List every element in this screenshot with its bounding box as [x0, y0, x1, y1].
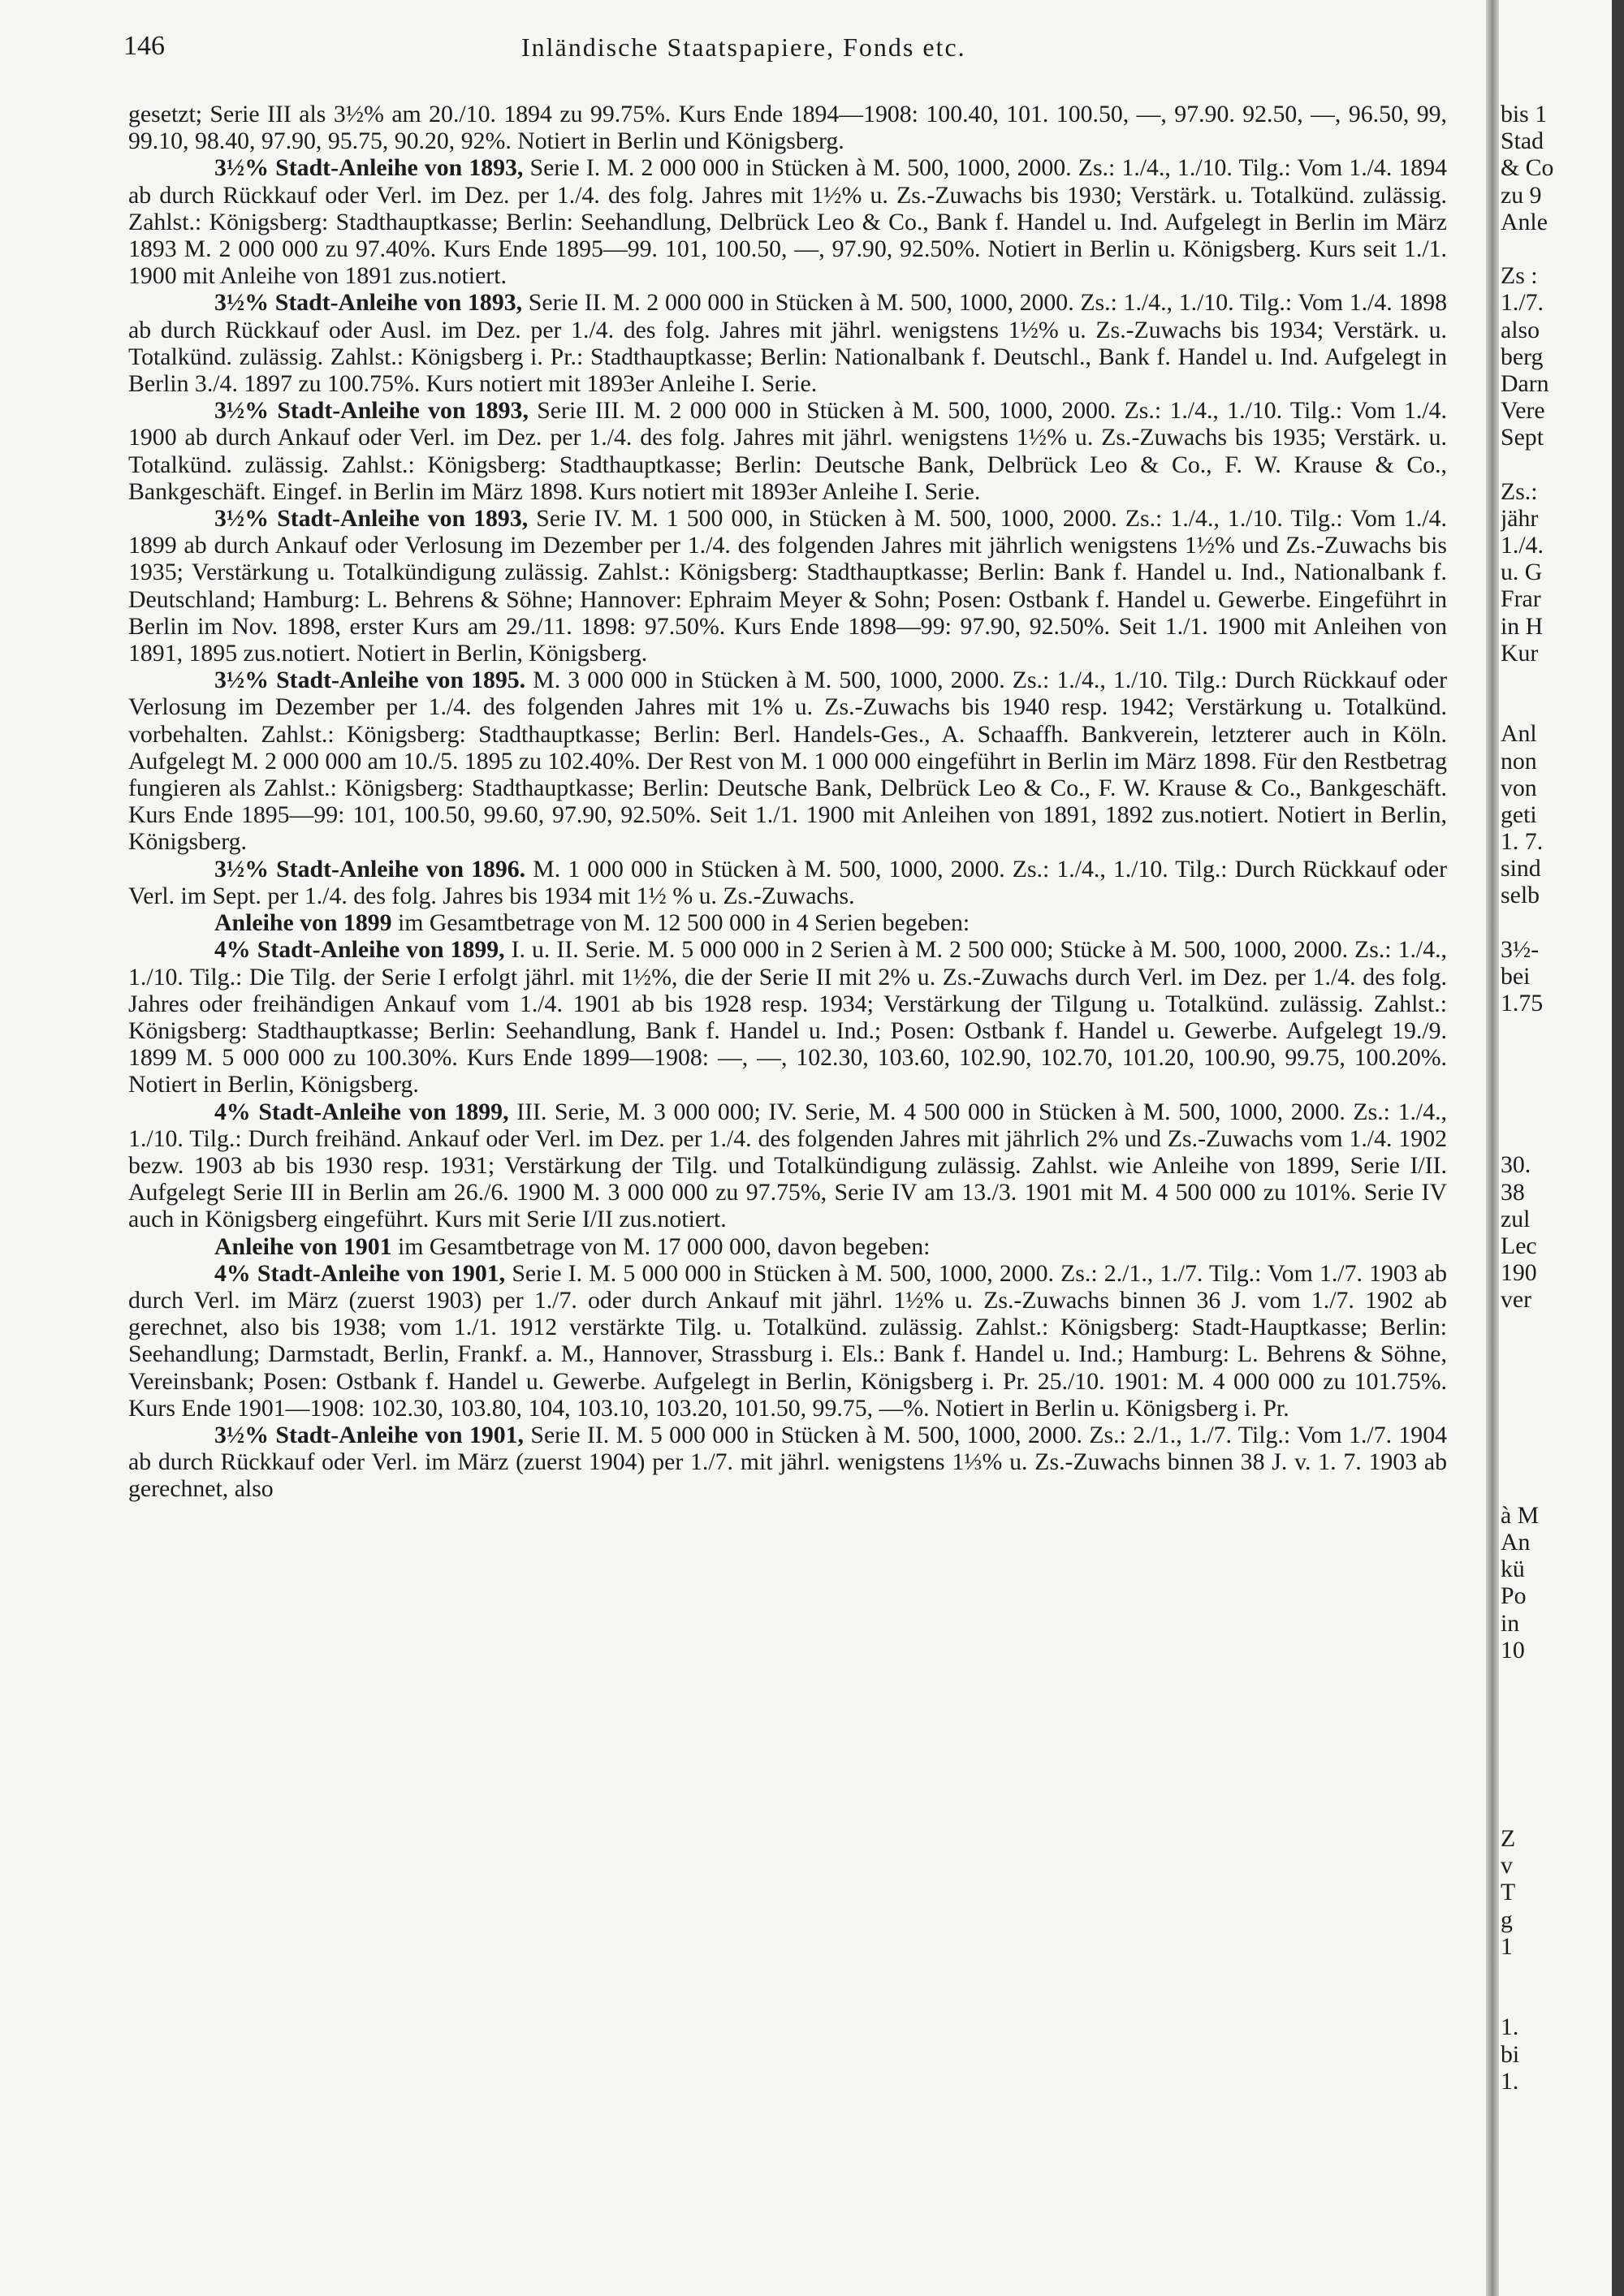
facing-page-fragment: selb	[1501, 882, 1540, 909]
page-gutter	[1486, 0, 1499, 2296]
facing-page-fragment: Kur	[1501, 639, 1539, 667]
main-text-column	[128, 101, 1447, 2277]
facing-page-fragment	[1501, 1124, 1612, 1151]
loan-entry-title: 3½% Stadt-Anleihe von 1893,	[214, 397, 529, 425]
facing-page-fragment	[1501, 235, 1612, 262]
loan-entry-body: Serie I. M. 5 000 000 in Stücken à M. 500, 1000, 2000. Zs.: 2./1., 1./7. Tilg.: Vom 1./7. 1903 ab durch Verl. im März (zuerst 1903) per 1./7. oder durch Ankauf mit jährl. 1½% u. Zs.-Zuwachs binnen 36 J. vom 1./7. 1902 ab gerechnet, also bis 1938; vom 1./1. 1912 verstärkte Tilg. u. Totalkünd. zulässig. Zahlst.: Königsberg: Stadt-Hauptkasse; Berlin: Seehandlung; Darmstadt, Berlin, Frankf. a. M., Hannover, Strassburg i. Els.: Bank f. Handel u. Ind.; Hamburg: L. Behrens & Söhne, Vereinsbank; Posen: Ostbank f. Handel u. Gewerbe. Aufgelegt in Berlin, Königsberg i. Pr. 25./10. 1901: M. 4 000 000 zu 101.75%. Kurs Ende 1901—1908: 102.30, 103.80, 104, 103.10, 103.20, 101.50, 99.75, —%. Notiert in Berlin u. Königsberg i. Pr.	[128, 1259, 1447, 1422]
facing-page-fragment: in H	[1501, 612, 1544, 640]
facing-page-fragment: also	[1501, 316, 1540, 343]
loan-entry-title: 3½% Stadt-Anleihe von 1893,	[214, 505, 529, 533]
loan-entry-body: Serie I. M. 2 000 000 in Stücken à M. 500, 1000, 2000. Zs.: 1./4., 1./10. Tilg.: Vom 1./4. 1894 ab durch Rückkauf oder Verl. im Dez. per 1./4. des folg. Jahres mit 1½% u. Zs.-Zuwachs bis 1930; Verstärk. u. Totalkünd. zulässig. Zahlst.: Königsberg: Stadthauptkasse; Berlin: Seehandlung, Delbrück Leo & Co., Bank f. Handel u. Ind. Aufgelegt in Berlin im März 1893 M. 2 000 000 zu 97.40%. Kurs Ende 1895—99. 101, 100.50, —, 97.90, 92.50%. Notiert in Berlin u. Königsberg. Kurs seit 1./1. 1900 mit Anleihe von 1891 zus.notiert.	[128, 154, 1447, 290]
running-title: Inländische Staatspapiere, Fonds etc.	[521, 32, 966, 62]
facing-page-fragment: 190	[1501, 1259, 1537, 1287]
facing-page-fragment: 1	[1501, 1932, 1513, 1960]
loan-entry-title: 3½% Stadt-Anleihe von 1893,	[214, 154, 524, 182]
facing-page-fragment: Anl	[1501, 720, 1537, 748]
loan-entry-body: gesetzt; Serie III als 3½% am 20./10. 1894 zu 99.75%. Kurs Ende 1894—1908: 100.40, 101. 100.50, —, 97.90. 92.50, —, 96.50, 99, 99.10, 98.40, 97.90, 95.75, 90.20, 92%. Notiert in Berlin und Königsberg.	[128, 101, 1447, 155]
facing-page-fragment	[1501, 1071, 1612, 1098]
loan-entry-body: im Gesamtbetrage von M. 12 500 000 in 4 Serien begeben:	[397, 909, 970, 937]
loan-entry-body: Serie IV. M. 1 500 000, in Stücken à M. 500, 1000, 2000. Zs.: 1./4., 1./10. Tilg.: Vom 1./4. 1899 ab durch Ankauf oder Verlosung im Dezember per 1./4. des folgenden Jahres mit jährlich wenigstens 1½% und Zs.-Zuwachs bis 1935; Verstärkung u. Totalkündigung zulässig. Zahlst.: Königsberg: Stadthauptkasse; Berlin: Bank f. Handel u. Ind., Nationalbank f. Deutschland; Hamburg: L. Behrens & Söhne; Hannover: Ephraim Meyer & Sohn; Posen: Ostbank f. Handel u. Gewerbe. Eingeführt in Berlin im Nov. 1898, erster Kurs am 29./11. 1898: 97.50%. Kurs Ende 1898—99: 97.90, 92.50%. Seit 1./1. 1900 mit Anleihen von 1891, 1895 zus.notiert. Notiert in Berlin, Königsberg.	[128, 505, 1447, 667]
loan-group-intro	[128, 1233, 1447, 1260]
facing-page-fragment: 1. 7.	[1501, 828, 1544, 856]
loan-entry-title: 3½% Stadt-Anleihe von 1901,	[214, 1421, 525, 1448]
facing-page-fragment: berg	[1501, 343, 1544, 370]
loan-entry-title: 3½% Stadt-Anleihe von 1895.	[214, 667, 526, 694]
loan-entry	[128, 1260, 1447, 1422]
facing-page-fragment: 3½-	[1501, 935, 1540, 963]
facing-page-fragment: T	[1501, 1879, 1516, 1906]
facing-page-fragment	[1501, 1475, 1612, 1502]
loan-entry-body: Serie III. M. 2 000 000 in Stücken à M. 500, 1000, 2000. Zs.: 1./4., 1./10. Tilg.: Vom 1./4. 1900 ab durch Ankauf oder Verl. im Dez. per 1./4. des folg. Jahres mit jährl. wenigstens 1½% u. Zs.-Zuwachs bis 1935; Verstärk. u. Totalkünd. zulässig. Zahlst.: Königsberg: Stadthauptkasse; Berlin: Deutsche Bank, Delbrück Leo & Co., F. W. Krause & Co., Bankgeschäft. Eingef. in Berlin im März 1898. Kurs notiert mit 1893er Anleihe I. Serie.	[128, 397, 1447, 505]
facing-page-fragment: 1./4.	[1501, 532, 1544, 559]
facing-page-fragment: bi	[1501, 2040, 1520, 2068]
facing-page-fragment	[1501, 1098, 1612, 1124]
facing-page-fragment	[1501, 1421, 1612, 1448]
loan-entry-title: 4% Stadt-Anleihe von 1899,	[214, 1098, 509, 1125]
facing-page-fragment	[1501, 1987, 1612, 2013]
facing-page-fragment	[1501, 451, 1612, 477]
facing-page-fragment	[1501, 667, 1612, 693]
loan-entry-title: 4% Stadt-Anleihe von 1899,	[214, 936, 505, 964]
facing-page-fragment: 1.	[1501, 2067, 1519, 2095]
loan-entry-body: III. Serie, M. 3 000 000; IV. Serie, M. 4 500 000 in Stücken à M. 500, 1000, 2000. Zs.: 1./4., 1./10. Tilg.: Durch freihänd. Ankauf oder Verl. im Dez. per 1./4. des folgenden Jahres mit jährlich 2% und Zs.-Zuwachs vom 1./4. 1902 bezw. 1903 ab bis 1930 resp. 1931; Verstärkung der Tilg. und Totalkündigung zulässig. Zahlst. wie Anleihe von 1899, Serie I/II. Aufgelegt Serie III in Berlin am 26./6. 1900 M. 3 000 000 zu 97.75%, Serie IV am 13./3. 1901 mit M. 4 500 000 zu 101%. Serie IV auch in Königsberg eingeführt. Kurs mit Serie I/II zus.notiert.	[128, 1098, 1447, 1233]
facing-page-fragment	[1501, 1960, 1612, 1987]
loan-entry-title: 3½% Stadt-Anleihe von 1896.	[214, 855, 526, 883]
loan-entry-body: Serie II. M. 5 000 000 in Stücken à M. 500, 1000, 2000. Zs.: 2./1., 1./7. Tilg.: Vom 1./7. 1904 ab durch Rückkauf oder Verl. im März (zuerst 1904) per 1./7. mit jährl. wenigstens 1⅓% u. Zs.-Zuwachs binnen 38 J. v. 1. 7. 1903 ab gerechnet, also	[128, 1421, 1447, 1503]
facing-page-fragment	[1501, 1717, 1612, 1744]
facing-page-fragment	[1501, 1367, 1612, 1394]
facing-page-fragment	[1501, 909, 1612, 936]
facing-page-fragment: Darn	[1501, 369, 1549, 397]
loan-entry-body: M. 1 000 000 in Stücken à M. 500, 1000, 2000. Zs.: 1./4., 1./10. Tilg.: Durch Rückkauf oder Verl. im Sept. per 1./4. des folg. Jahres bis 1934 mit 1½ % u. Zs.-Zuwachs.	[128, 855, 1447, 909]
loan-entry-body: M. 3 000 000 in Stücken à M. 500, 1000, 2000. Zs.: 1./4., 1./10. Tilg.: Durch Rückkauf oder Verlosung im Dezember per 1./4. des folgenden Jahres mit 1% u. Zs.-Zuwachs bis 1940 resp. 1942; Verstärkung u. Totalkünd. vorbehalten. Zahlst.: Königsberg: Stadthauptkasse; Berlin: Berl. Handels-Ges., A. Schaaffh. Bankverein, letzterer auch in Köln. Aufgelegt M. 2 000 000 am 10./5. 1895 zu 102.40%. Der Rest von M. 1 000 000 eingeführt in Berlin im März 1898. Für den Restbetrag fungieren als Zahlst.: Königsberg: Stadthauptkasse; Berlin: Deutsche Bank, Delbrück Leo & Co., F. W. Krause & Co., Bankgeschäft. Kurs Ende 1895—99: 101, 100.50, 99.60, 97.90, 92.50%. Seit 1./1. 1900 mit Anleihen von 1891, 1892 zus.notiert. Notiert in Berlin, Königsberg.	[128, 667, 1447, 856]
facing-page-fragment: Anle	[1501, 208, 1548, 235]
page-number: 146	[123, 31, 165, 61]
facing-page-fragment	[1501, 1448, 1612, 1474]
facing-page-fragment: sind	[1501, 855, 1541, 883]
loan-entry-title: 4% Stadt-Anleihe von 1901,	[214, 1259, 506, 1287]
facing-page-fragment	[1501, 693, 1612, 720]
facing-page-fragment	[1501, 1016, 1612, 1043]
facing-page-fragment: ver	[1501, 1286, 1532, 1314]
facing-page-fragment: jähr	[1501, 504, 1539, 532]
facing-page-fragment: 30.	[1501, 1151, 1531, 1179]
facing-page-fragment	[1501, 1394, 1612, 1421]
loan-entry	[128, 856, 1447, 909]
facing-page-column	[1501, 101, 1612, 2277]
facing-page-fragment	[1501, 1313, 1612, 1340]
facing-page-fragment	[1501, 1744, 1612, 1771]
facing-page-fragment: von	[1501, 774, 1537, 801]
facing-page-fragment: non	[1501, 747, 1537, 775]
loan-entry	[128, 1098, 1447, 1233]
facing-page-fragment	[1501, 1690, 1612, 1717]
facing-page-fragment: Z	[1501, 1825, 1516, 1852]
loan-entry-body: I. u. II. Serie. M. 5 000 000 in 2 Serien à M. 2 500 000; Stücke à M. 500, 1000, 2000. Zs.: 1./4., 1./10. Tilg.: Die Tilg. der Serie I erfolgt jährl. mit 1½%, die der Serie II mit 2% u. Zs.-Zuwachs durch Verl. im Dez. per 1./4. des folg. Jahres oder freihändigen Ankauf vom 1./4. 1901 ab bis 1928 resp. 1934; Verstärkung der Tilgung u. Totalkünd. zulässig. Zahlst.: Königsberg: Stadthauptkasse; Berlin: Seehandlung, Bank f. Handel u. Ind.; Posen: Ostbank f. Handel u. Gewerbe. Aufgelegt 19./9. 1899 M. 5 000 000 zu 100.30%. Kurs Ende 1899—1908: —, —, 102.30, 103.60, 102.90, 102.70, 101.20, 100.90, 99.75, 100.20%. Notiert in Berlin, Königsberg.	[128, 936, 1447, 1098]
loan-entry	[128, 154, 1447, 289]
facing-page-fragment: Sept	[1501, 424, 1544, 451]
facing-page-fragment: v	[1501, 1852, 1513, 1880]
continued-entry-text	[128, 101, 1447, 154]
facing-page-fragment: u. G	[1501, 559, 1543, 586]
loan-group-intro	[128, 909, 1447, 936]
facing-page-fragment	[1501, 1340, 1612, 1367]
loan-entry	[128, 505, 1447, 667]
facing-page-fragment: An	[1501, 1528, 1531, 1556]
facing-page-fragment: 1.	[1501, 2013, 1519, 2041]
loan-entry-title: 3½% Stadt-Anleihe von 1893,	[214, 289, 523, 317]
facing-page-fragment: & Co	[1501, 154, 1554, 182]
loan-entry	[128, 289, 1447, 397]
facing-page-fragment	[1501, 1044, 1612, 1071]
facing-page-fragment: 1.75	[1501, 990, 1544, 1017]
loan-entry-title: Anleihe von 1901	[214, 1232, 392, 1260]
facing-page-fragment: Vere	[1501, 397, 1545, 425]
facing-page-fragment: Po	[1501, 1582, 1527, 1610]
facing-page-fragment	[1501, 1798, 1612, 1825]
facing-page-fragment: Frar	[1501, 585, 1541, 613]
facing-page-fragment: bis 1	[1501, 101, 1548, 127]
facing-page-fragment: Zs :	[1501, 262, 1538, 290]
facing-page-fragment	[1501, 1772, 1612, 1798]
loan-entry-body: Serie II. M. 2 000 000 in Stücken à M. 500, 1000, 2000. Zs.: 1./4., 1./10. Tilg.: Vom 1./4. 1898 ab durch Rückkauf oder Ausl. im Dez. per 1./4. des folg. Jahres mit jährl. wenigstens 1½% u. Zs.-Zuwachs bis 1934; Verstärk. u. Totalkünd. zulässig. Zahlst.: Königsberg i. Pr.: Stadthauptkasse; Berlin: Nationalbank f. Deutschl., Bank f. Handel u. Ind. Aufgelegt in Berlin 3./4. 1897 zu 100.75%. Kurs notiert mit 1893er Anleihe I. Serie.	[128, 289, 1447, 398]
loan-entry-body: im Gesamtbetrage von M. 17 000 000, davon begeben:	[397, 1232, 931, 1260]
loan-entry	[128, 1422, 1447, 1503]
loan-entry	[128, 936, 1447, 1098]
facing-page-fragment: kü	[1501, 1556, 1525, 1583]
facing-page-fragment: in	[1501, 1609, 1520, 1637]
facing-page-fragment: bei	[1501, 963, 1531, 990]
facing-page-fragment: Lec	[1501, 1232, 1537, 1259]
facing-page-fragment: geti	[1501, 801, 1537, 828]
facing-page-fragment: 38	[1501, 1178, 1525, 1206]
facing-page-fragment: à M	[1501, 1501, 1540, 1529]
facing-page-fragment: Stad	[1501, 127, 1544, 155]
facing-page-fragment: zul	[1501, 1205, 1531, 1232]
loan-entry	[128, 397, 1447, 505]
loan-entry	[128, 667, 1447, 855]
loan-entry-title: Anleihe von 1899	[214, 909, 392, 937]
facing-page-fragment	[1501, 1664, 1612, 1690]
page-header	[123, 31, 1447, 71]
page-edge	[1612, 0, 1624, 2296]
facing-page-fragment: zu 9	[1501, 181, 1542, 209]
facing-page-fragment: 10	[1501, 1636, 1525, 1664]
facing-page-fragment: 1./7.	[1501, 289, 1544, 317]
facing-page-fragment: g	[1501, 1905, 1513, 1933]
facing-page-fragment: Zs.:	[1501, 477, 1538, 505]
